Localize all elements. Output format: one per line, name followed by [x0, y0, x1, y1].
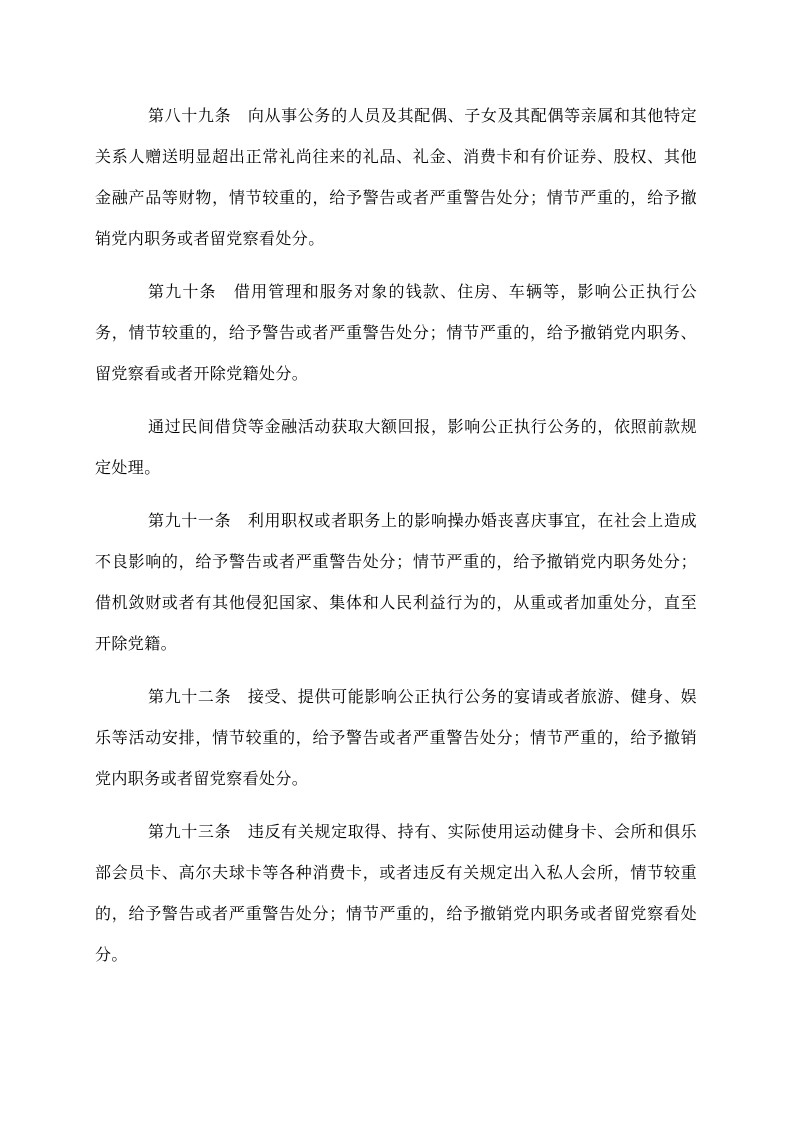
paragraph-article-92: 第九十二条 接受、提供可能影响公正执行公务的宴请或者旅游、健身、娱乐等活动安排，情节较重的，给予警告或者严重警告处分；情节严重的，给予撤销党内职务或者留党察看处分。: [95, 689, 697, 788]
paragraph-article-90: 第九十条 借用管理和服务对象的钱款、住房、车辆等，影响公正执行公务，情节较重的，给予警告或者严重警告处分；情节严重的，给予撤销党内职务、留党察看或者开除党籍处分。: [95, 284, 697, 383]
paragraph-article-93: 第九十三条 违反有关规定取得、持有、实际使用运动健身卡、会所和俱乐部会员卡、高尔夫球卡等各种消费卡，或者违反有关规定出入私人会所，情节较重的，给予警告或者严重警告处分；情节严重的，给予撤销党内职务或者留党察看处分。: [95, 824, 697, 964]
paragraph-article-91: 第九十一条 利用职权或者职务上的影响操办婚丧喜庆事宜，在社会上造成不良影响的，给予警告或者严重警告处分；情节严重的，给予撤销党内职务处分；借机敛财或者有其他侵犯国家、集体和人民利益行为的，从重或者加重处分，直至开除党籍。: [95, 513, 697, 653]
paragraph-article-90-clause-2: 通过民间借贷等金融活动获取大额回报，影响公正执行公务的，依照前款规定处理。: [95, 419, 697, 477]
paragraph-article-89: 第八十九条 向从事公务的人员及其配偶、子女及其配偶等亲属和其他特定关系人赠送明显超出正常礼尚往来的礼品、礼金、消费卡和有价证券、股权、其他金融产品等财物，情节较重的，给予警告或者严重警告处分；情节严重的，给予撤销党内职务或者留党察看处分。: [95, 108, 697, 248]
document-body: [95, 96, 697, 976]
